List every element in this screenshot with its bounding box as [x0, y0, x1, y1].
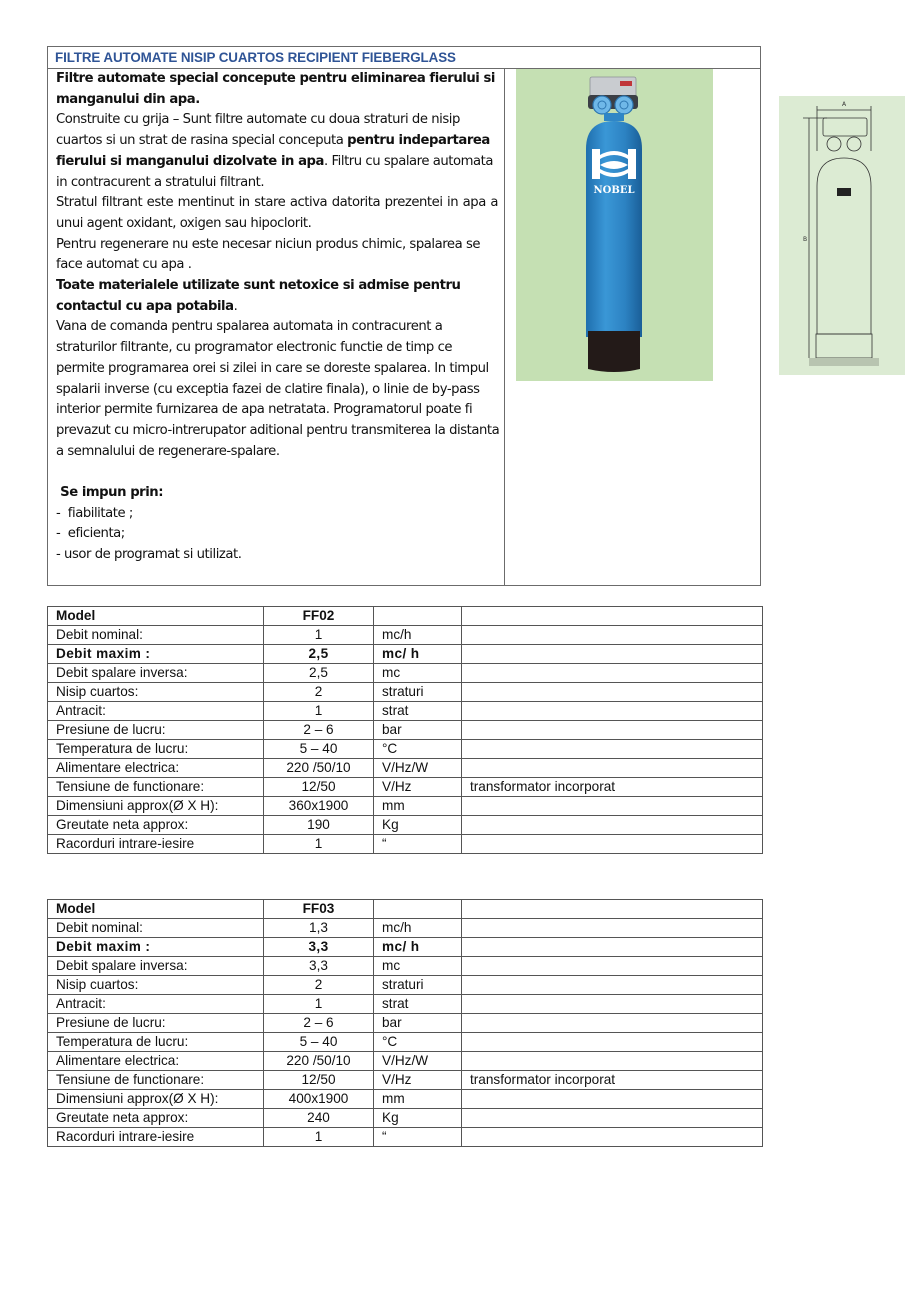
tank-dimension-drawing-icon: [779, 96, 905, 375]
advantage-item: - usor de programat si utilizat.: [56, 547, 242, 563]
table-row: Debit nominal: 1 mc/h: [48, 626, 763, 645]
paragraph-construction: Construite cu grija – Sunt filtre automate cu doua straturi de nisip cuartos si un strat de rasina special conceputa pentru indepartarea fierului si manganului dizolvate in apa. Filtru cu spalare automata in contracurent a stratului filtrant.: [56, 112, 494, 190]
model-name: FF02: [264, 607, 374, 626]
paragraph-control-valve: Vana de comanda pentru spalarea automata in contracurent a straturilor filtrante, cu programator electronic functie de timp ce permite programarea orei si zilei in care se doreste spalarea. In timpul spalarii inverse (cu exceptia fazei de clatire finala), o linie de by-pass interior permite furnizarea de apa netratata. Programatorul poate fi prevazut cu micro-intrerupator aditional pentru transmiterea la distanta a semnalului de regenerare-spalare.: [56, 319, 500, 459]
svg-text:A: A: [841, 101, 847, 108]
table-row: Debit spalare inversa: 2,5 mc: [48, 664, 763, 683]
table-row: Debit maxim : 3,3 mc/ h: [48, 938, 763, 957]
water-filter-tank-icon: [516, 69, 713, 381]
table-row: Greutate neta approx: 240 Kg: [48, 1109, 763, 1128]
advantage-item: - fiabilitate ;: [56, 505, 133, 521]
table-row: Dimensiuni approx(Ø X H): 400x1900 mm: [48, 1090, 763, 1109]
table-row: Temperatura de lucru: 5 – 40 °C: [48, 1033, 763, 1052]
table-row: Debit maxim : 2,5 mc/ h: [48, 645, 763, 664]
description-text: [48, 69, 505, 585]
table-row: Racorduri intrare-iesire 1 “: [48, 1128, 763, 1147]
spec-table-ff02: [47, 606, 763, 854]
table-row: Tensiune de functionare: 12/50 V/Hz transformator incorporat: [48, 778, 763, 797]
table-row: Nisip cuartos: 2 straturi: [48, 976, 763, 995]
lead-paragraph: Filtre automate special concepute pentru eliminarea fierului si manganului din apa.: [56, 71, 495, 107]
table-header-row: [48, 607, 763, 626]
table-header-row: [48, 900, 763, 919]
product-photo: [516, 69, 713, 381]
document-title: FILTRE AUTOMATE NISIP CUARTOS RECIPIENT FIEBERGLASS: [48, 47, 760, 69]
model-label: Model: [48, 607, 264, 626]
table-row: Nisip cuartos: 2 straturi: [48, 683, 763, 702]
paragraph-materials: Toate materialele utilizate sunt netoxice si admise pentru contactul cu apa potabila.: [56, 278, 461, 314]
advantages-title: Se impun prin:: [56, 485, 164, 501]
table-row: Temperatura de lucru: 5 – 40 °C: [48, 740, 763, 759]
table-row: Dimensiuni approx(Ø X H): 360x1900 mm: [48, 797, 763, 816]
table-row: Alimentare electrica: 220 /50/10 V/Hz/W: [48, 759, 763, 778]
table-row: Tensiune de functionare: 12/50 V/Hz transformator incorporat: [48, 1071, 763, 1090]
svg-text:B: B: [802, 236, 808, 243]
model-label: Model: [48, 900, 264, 919]
table-row: Antracit: 1 strat: [48, 995, 763, 1014]
table-row: Debit nominal: 1,3 mc/h: [48, 919, 763, 938]
table-row: Presiune de lucru: 2 – 6 bar: [48, 721, 763, 740]
svg-text:NOBEL: NOBEL: [593, 185, 635, 196]
spec-table-ff03: [47, 899, 763, 1147]
table-row: Alimentare electrica: 220 /50/10 V/Hz/W: [48, 1052, 763, 1071]
table-row: Presiune de lucru: 2 – 6 bar: [48, 1014, 763, 1033]
advantage-item: - eficienta;: [56, 526, 125, 542]
paragraph-regeneration: Pentru regenerare nu este necesar niciun produs chimic, spalarea se face automat cu apa .: [56, 236, 481, 273]
dimension-diagram: [779, 96, 905, 375]
product-description-box: [47, 46, 761, 586]
table-row: Racorduri intrare-iesire 1 “: [48, 835, 763, 854]
model-name: FF03: [264, 900, 374, 919]
spacer: [56, 462, 504, 483]
table-row: Antracit: 1 strat: [48, 702, 763, 721]
table-row: Debit spalare inversa: 3,3 mc: [48, 957, 763, 976]
table-row: Greutate neta approx: 190 Kg: [48, 816, 763, 835]
paragraph-filter-layer: Stratul filtrant este mentinut in stare activa datorita prezentei in apa a unui agent oxidant, oxigen sau hipoclorit.: [56, 195, 498, 231]
